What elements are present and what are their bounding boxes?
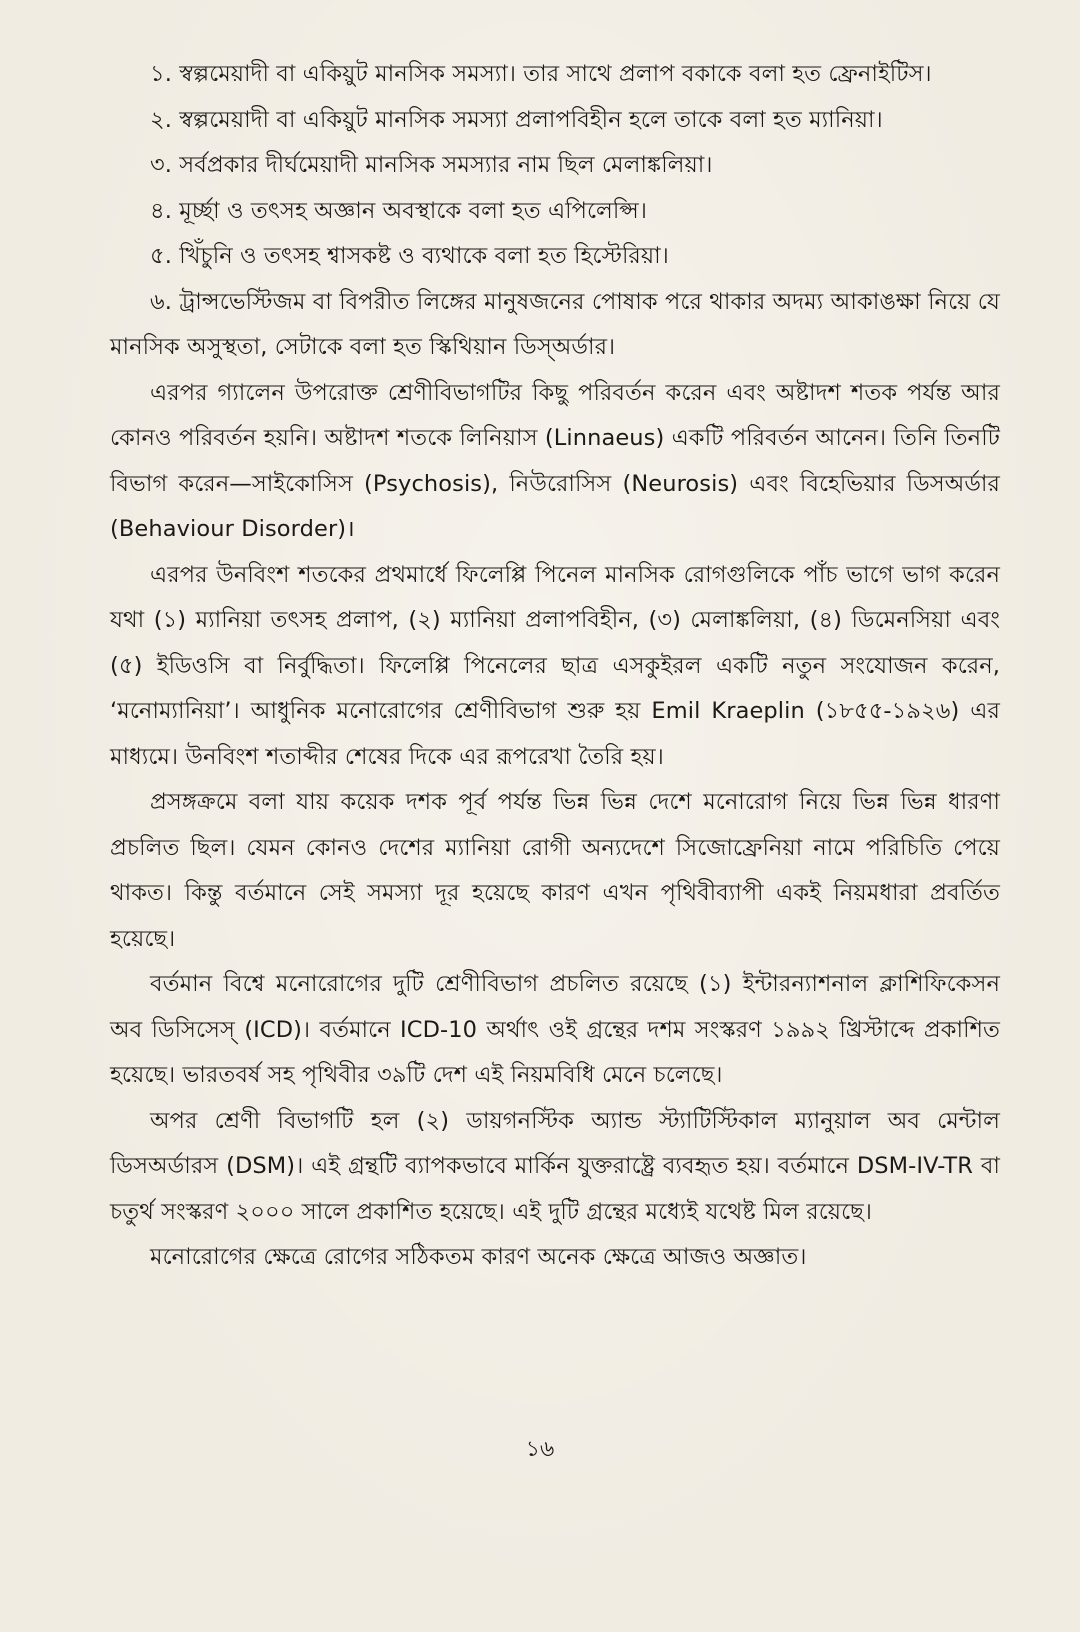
paragraph-dsm: অপর শ্রেণী বিভাগটি হল (২) ডায়গনস্টিক অ্যান্ড স্ট্যাটিস্টিকাল ম্যানুয়াল অব মেন্টাল ডিসঅর্ডারস (DSM)। এই গ্রন্থটি ব্যাপকভাবে মার্কিন যুক্তরাষ্ট্রে ব্যবহৃত হয়। বর্তমানে DSM-IV-TR বা চতুর্থ সংস্করণ ২০০০ সালে প্রকাশিত হয়েছে। এই দুটি গ্রন্থের মধ্যেই যথেষ্ট মিল রয়েছে।	[110, 1107, 1000, 1225]
paragraph-causes: মনোরোগের ক্ষেত্রে রোগের সঠিকতম কারণ অনেক ক্ষেত্রে আজও অজ্ঞাত।	[150, 1244, 807, 1270]
list-item-4: ৪. মূর্চ্ছা ও তৎসহ অজ্ঞান অবস্থাকে বলা হত এপিলেপ্সি।	[150, 197, 648, 224]
body-text	[110, 52, 1000, 1281]
list-item-1: ১. স্বল্পমেয়াদী বা একিয়ুট মানসিক সমস্যা। তার সাথে প্রলাপ বকাকে বলা হত ফ্রেনাইটিস।	[150, 61, 932, 87]
list-item-3: ৩. সর্বপ্রকার দীর্ঘমেয়াদী মানসিক সমস্যার নাম ছিল মেলাঙ্কলিয়া।	[150, 152, 713, 178]
paragraph-pinel-kraeplin: এরপর উনবিংশ শতকের প্রথমার্ধে ফিলেপ্পি পিনেল মানসিক রোগগুলিকে পাঁচ ভাগে ভাগ করেন যথা (১) ম্যানিয়া তৎসহ প্রলাপ, (২) ম্যানিয়া প্রলাপবিহীন, (৩) মেলাঙ্কলিয়া, (৪) ডিমেনসিয়া এবং (৫) ইডিওসি বা নির্বুদ্ধিতা। ফিলেপ্পি পিনেলের ছাত্র এসকুইরল একটি নতুন সংযোজন করেন, ‘মনোম্যানিয়া’। আধুনিক মনোরোগের শ্রেণীবিভাগ শুরু হয় Emil Kraeplin (১৮৫৫-১৯২৬) এর মাধ্যমে। উনবিংশ শতাব্দীর শেষের দিকে এর রূপরেখা তৈরি হয়।	[110, 561, 1000, 770]
list-item-6: ৬. ট্রান্সভেস্টিজম বা বিপরীত লিঙ্গের মানুষজনের পোষাক পরে থাকার অদম্য আকাঙক্ষা নিয়ে যে মানসিক অসুস্থতা, সেটাকে বলা হত স্কিথিয়ান ডিস্‌অর্ডার।	[110, 288, 1000, 360]
paragraph-icd: বর্তমান বিশ্বে মনোরোগের দুটি শ্রেণীবিভাগ প্রচলিত রয়েছে (১) ইন্টারন্যাশনাল ক্লাশিফিকেসন অব ডিসিসেস্ (ICD)। বর্তমানে ICD-10 অর্থাৎ ওই গ্রন্থের দশম সংস্করণ ১৯৯২ খ্রিস্টাব্দে প্রকাশিত হয়েছে। ভারতবর্ষ সহ পৃথিবীর ৩৯টি দেশ এই নিয়মবিধি মেনে চলেছে।	[110, 971, 1000, 1088]
list-item-5: ৫. খিঁচুনি ও তৎসহ শ্বাসকষ্ট ও ব্যথাকে বলা হত হিস্টেরিয়া।	[150, 243, 669, 269]
paragraph-galen-linnaeus: এরপর গ্যালেন উপরোক্ত শ্রেণীবিভাগটির কিছু পরিবর্তন করেন এবং অষ্টাদশ শতক পর্যন্ত আর কোনও পরিবর্তন হয়নি। অষ্টাদশ শতকে লিনিয়াস (Linnaeus) একটি পরিবর্তন আনেন। তিনি তিনটি বিভাগ করেন—সাইকোসিস (Psychosis), নিউরোসিস (Neurosis) এবং বিহেভিয়ার ডিসঅর্ডার (Behaviour Disorder)।	[110, 379, 1000, 542]
paragraph-country-differences: প্রসঙ্গক্রমে বলা যায় কয়েক দশক পূর্ব পর্যন্ত ভিন্ন ভিন্ন দেশে মনোরোগ নিয়ে ভিন্ন ভিন্ন ধারণা প্রচলিত ছিল। যেমন কোনও দেশের ম্যানিয়া রোগী অন্যদেশে সিজোফ্রেনিয়া নামে পরিচিতি পেয়ে থাকত। কিন্তু বর্তমানে সেই সমস্যা দূর হয়েছে কারণ এখন পৃথিবীব্যাপী একই নিয়মধারা প্রবর্তিত হয়েছে।	[110, 789, 1000, 952]
page-number: ১৬	[525, 1437, 555, 1462]
list-item-2: ২. স্বল্পমেয়াদী বা একিয়ুট মানসিক সমস্যা প্রলাপবিহীন হলে তাকে বলা হত ম্যানিয়া।	[150, 106, 883, 133]
